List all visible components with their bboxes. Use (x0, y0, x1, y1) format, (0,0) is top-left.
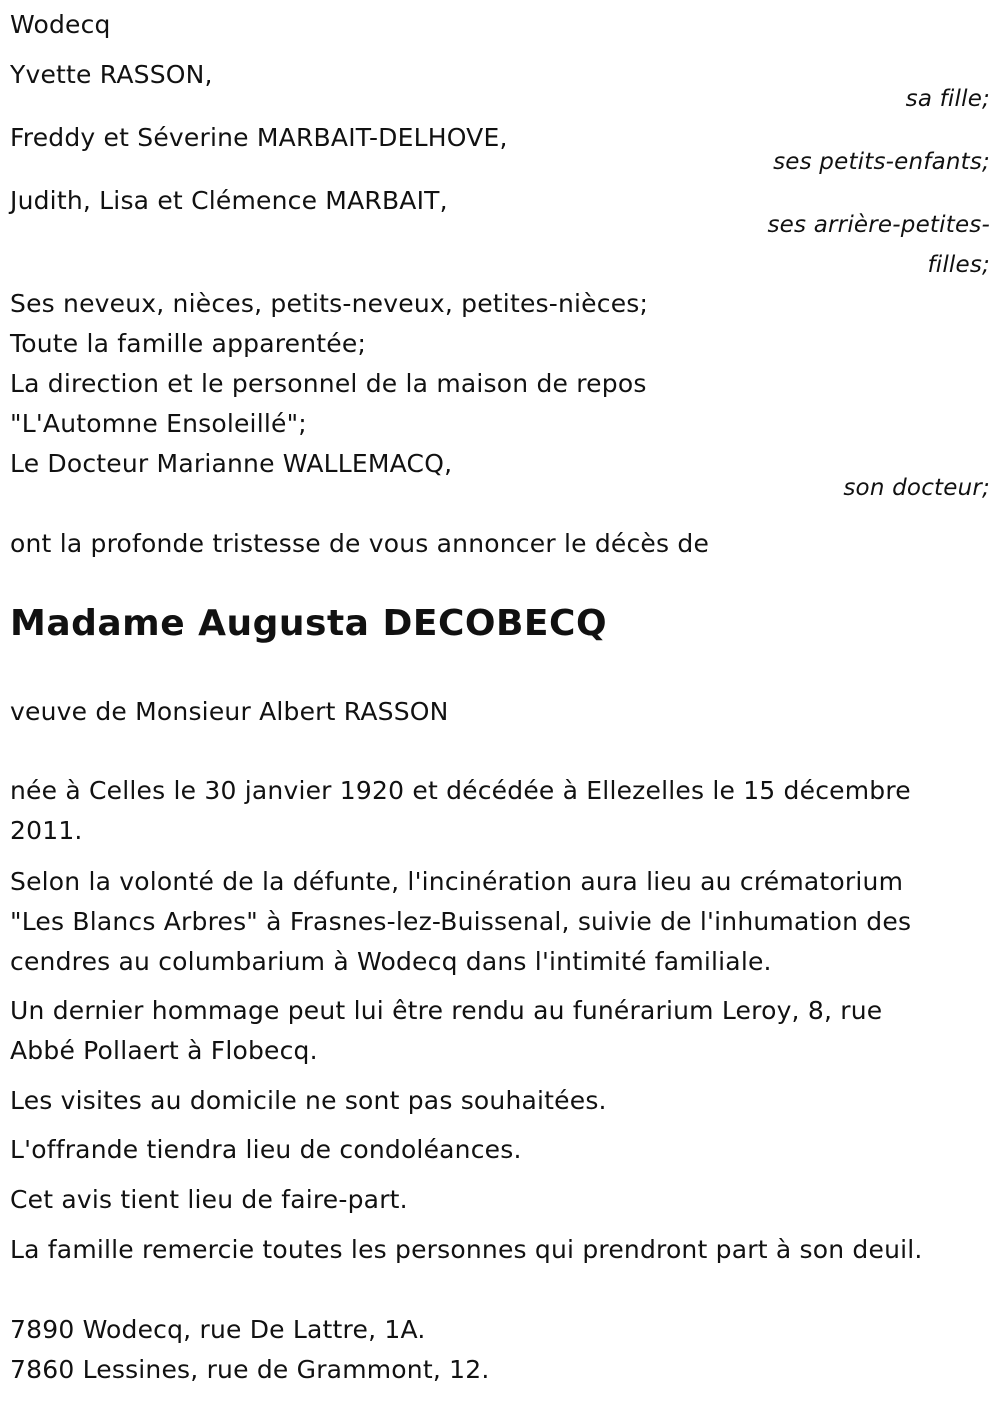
deceased-name: Madame Augusta DECOBECQ (10, 603, 608, 644)
birth-death-text: 2011. (10, 816, 83, 845)
hommage-text: Abbé Pollaert à Flobecq. (10, 1036, 318, 1065)
visits-text: Les visites au domicile ne sont pas souhaitées. (10, 1086, 607, 1115)
cremation-text: cendres au columbarium à Wodecq dans l'intimité familiale. (10, 947, 772, 976)
announcement-text: ont la profonde tristesse de vous annoncer le décès de (10, 529, 710, 558)
relatives-line: La direction et le personnel de la maison de repos (10, 369, 647, 398)
doctor-role: son docteur; (843, 475, 990, 501)
location-heading: Wodecq (10, 10, 111, 39)
family-member-role: ses arrière-petites- (767, 212, 990, 238)
family-member-role: ses petits-enfants; (773, 149, 990, 175)
address-line: 7890 Wodecq, rue De Lattre, 1A. (10, 1315, 426, 1344)
hommage-text: Un dernier hommage peut lui être rendu au funérarium Leroy, 8, rue (10, 996, 883, 1025)
offering-text: L'offrande tiendra lieu de condoléances. (10, 1135, 522, 1164)
relatives-line: "L'Automne Ensoleillé"; (10, 409, 307, 438)
cremation-text: "Les Blancs Arbres" à Frasnes-lez-Buissenal, suivie de l'inhumation des (10, 907, 912, 936)
birth-death-text: née à Celles le 30 janvier 1920 et décédée à Ellezelles le 15 décembre (10, 776, 911, 805)
family-member-role-continued: filles; (927, 252, 990, 278)
family-member-role: sa fille; (905, 86, 990, 112)
notice-text: Cet avis tient lieu de faire-part. (10, 1185, 408, 1214)
family-member-name: Judith, Lisa et Clémence MARBAIT, (10, 186, 448, 215)
relatives-line: Ses neveux, nièces, petits-neveux, petites-nièces; (10, 289, 649, 318)
thanks-text: La famille remercie toutes les personnes qui prendront part à son deuil. (10, 1235, 923, 1264)
relatives-line: Toute la famille apparentée; (10, 329, 367, 358)
widow-of-text: veuve de Monsieur Albert RASSON (10, 697, 449, 726)
cremation-text: Selon la volonté de la défunte, l'incinération aura lieu au crématorium (10, 867, 904, 896)
family-member-name: Freddy et Séverine MARBAIT-DELHOVE, (10, 123, 508, 152)
family-member-name: Yvette RASSON, (10, 60, 213, 89)
address-line: 7860 Lessines, rue de Grammont, 12. (10, 1355, 490, 1384)
doctor-name: Le Docteur Marianne WALLEMACQ, (10, 449, 453, 478)
